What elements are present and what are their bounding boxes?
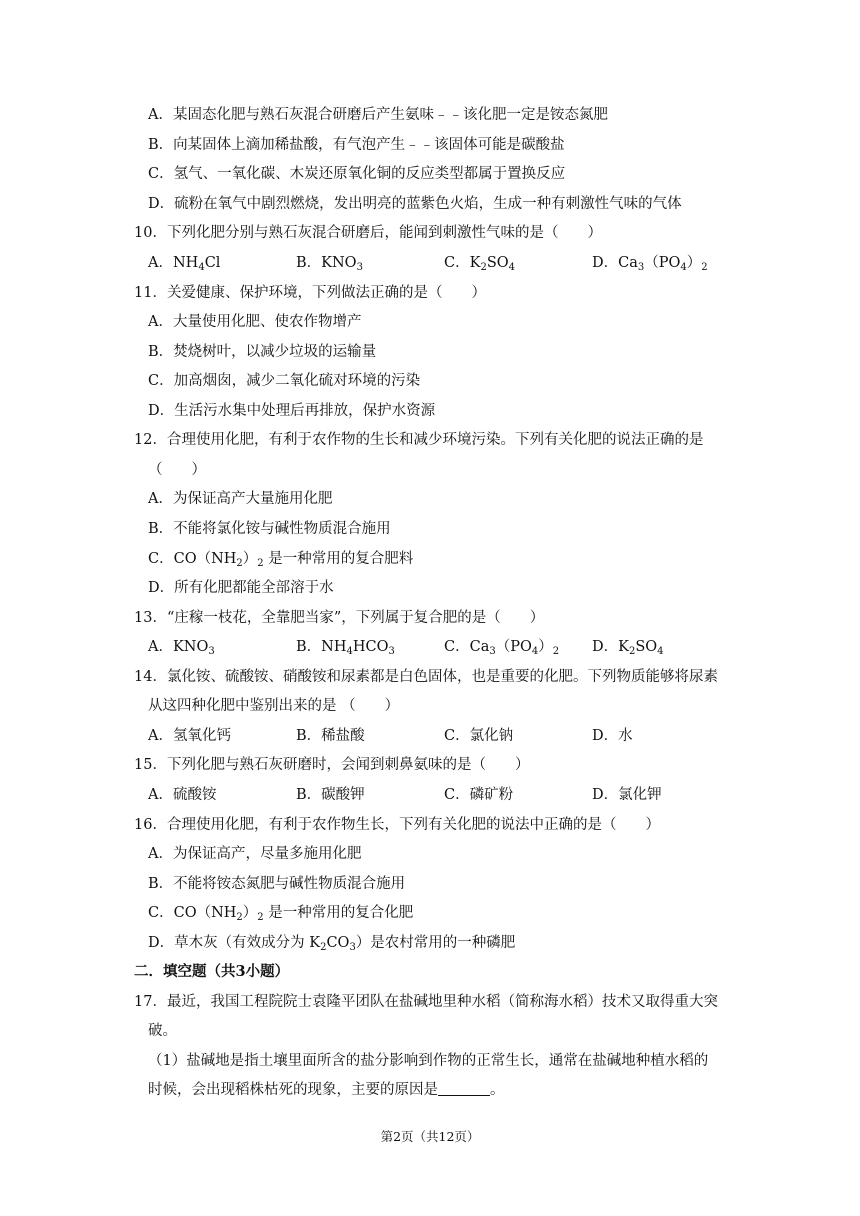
q15-option-c: C．磷矿粉 [444, 787, 514, 803]
q9-option-d: D．硫粉在氧气中剧烈燃烧，发出明亮的蓝紫色火焰，生成一种有刺激性气味的气体 [148, 196, 682, 212]
q11-stem: 11．关爱健康、保护环境，下列做法正确的是（ ） [134, 285, 486, 301]
q10-options [148, 253, 748, 273]
q15-option-d: D．氯化钾 [592, 787, 662, 803]
q11-option-b: B．焚烧树叶，以减少垃圾的运输量 [148, 344, 377, 360]
q14-options [148, 726, 748, 746]
q12-option-d: D．所有化肥都能全部溶于水 [148, 580, 334, 596]
q9-option-a: A．某固态化肥与熟石灰混合研磨后产生氨味﹣﹣该化肥一定是铵态氮肥 [148, 107, 608, 123]
q17-sub1: （1）盐碱地是指土壤里面所含的盐分影响到作物的正常生长，通常在盐碱地种植水稻的 [148, 1053, 709, 1069]
q14-stem: 14．氯化铵、硫酸铵、硝酸铵和尿素都是白色固体，也是重要的化肥。下列物质能够将尿素 [134, 669, 718, 685]
q16-option-d: D．草木灰（有效成分为 $K_2CO_3$）是农村常用的一种磷肥 [148, 935, 516, 953]
q13-option-a: A．$KNO_3$ [148, 639, 215, 657]
q14-option-a: A．氢氧化钙 [148, 728, 231, 744]
q12-option-c: C．$CO(NH_2)_2$ 是一种常用的复合肥料 [148, 551, 414, 569]
q9-option-c: C．氢气、一氧化碳、木炭还原氧化铜的反应类型都属于置换反应 [148, 166, 566, 182]
q14-option-c: C．氯化钠 [444, 728, 514, 744]
q17-sub1-text: 时候，会出现稻株枯死的现象，主要的原因是 [148, 1082, 438, 1098]
q14-stem-continued: 从这四种化肥中鉴别出来的是 （ ） [148, 698, 400, 714]
q10-option-d: D．$Ca_3(PO_4)_2$ [592, 255, 708, 273]
section-heading: 二．填空题（共3小题） [134, 963, 290, 980]
q17-sub1-continued [148, 1080, 505, 1100]
answer-blank [438, 1081, 490, 1096]
q15-option-a: A．硫酸铵 [148, 787, 217, 803]
q16-stem: 16．合理使用化肥，有利于农作物生长，下列有关化肥的说法中正确的是（ ） [134, 817, 660, 833]
q15-option-b: B．碳酸钾 [296, 787, 365, 803]
q14-option-d: D．水 [592, 728, 633, 744]
q15-options [148, 785, 748, 805]
q12-option-b: B．不能将氯化铵与碱性物质混合施用 [148, 521, 391, 537]
q17-stem-continued: 破。 [148, 1023, 177, 1039]
q9-option-b: B．向某固体上滴加稀盐酸，有气泡产生﹣﹣该固体可能是碳酸盐 [148, 137, 565, 153]
q16-option-c: C．$CO(NH_2)_2$ 是一种常用的复合化肥 [148, 905, 414, 923]
q16-option-a: A．为保证高产，尽量多施用化肥 [148, 846, 362, 862]
q13-option-d: D．$K_2SO_4$ [592, 639, 664, 657]
q11-option-a: A．大量使用化肥、使农作物增产 [148, 314, 362, 330]
q13-stem: 13．“庄稼一枝花，全靠肥当家”，下列属于复合肥的是（ ） [134, 610, 545, 626]
q11-option-d: D．生活污水集中处理后再排放，保护水资源 [148, 403, 436, 419]
q13-options [148, 637, 748, 657]
q17-stem: 17．最近，我国工程院院士袁隆平团队在盐碱地里种水稻（简称海水稻）技术又取得重大突 [134, 994, 718, 1010]
q13-option-c: C．$Ca_3(PO_4)_2$ [444, 639, 560, 657]
q10-option-b: B．$KNO_3$ [296, 255, 363, 273]
q17-sub1-end: 。 [490, 1082, 505, 1098]
q10-stem: 10．下列化肥分别与熟石灰混合研磨后，能闻到刺激性气味的是（ ） [134, 225, 602, 241]
q12-stem: 12．合理使用化肥，有利于农作物的生长和减少环境污染。下列有关化肥的说法正确的是 [134, 432, 704, 448]
page-footer: 第2页（共12页） [380, 1129, 480, 1144]
q13-option-b: B．$NH_4HCO_3$ [296, 639, 395, 657]
q12-stem-continued: （ ） [148, 462, 206, 478]
q10-option-c: C．$K_2SO_4$ [444, 255, 516, 273]
q14-option-b: B．稀盐酸 [296, 728, 365, 744]
q10-option-a: A．$NH_4Cl$ [148, 255, 221, 273]
q12-option-a: A．为保证高产大量施用化肥 [148, 491, 333, 507]
q16-option-b: B．不能将铵态氮肥与碱性物质混合施用 [148, 876, 406, 892]
q15-stem: 15．下列化肥与熟石灰研磨时，会闻到刺鼻氨味的是（ ） [134, 757, 530, 773]
q11-option-c: C．加高烟囱，减少二氧化硫对环境的污染 [148, 373, 421, 389]
